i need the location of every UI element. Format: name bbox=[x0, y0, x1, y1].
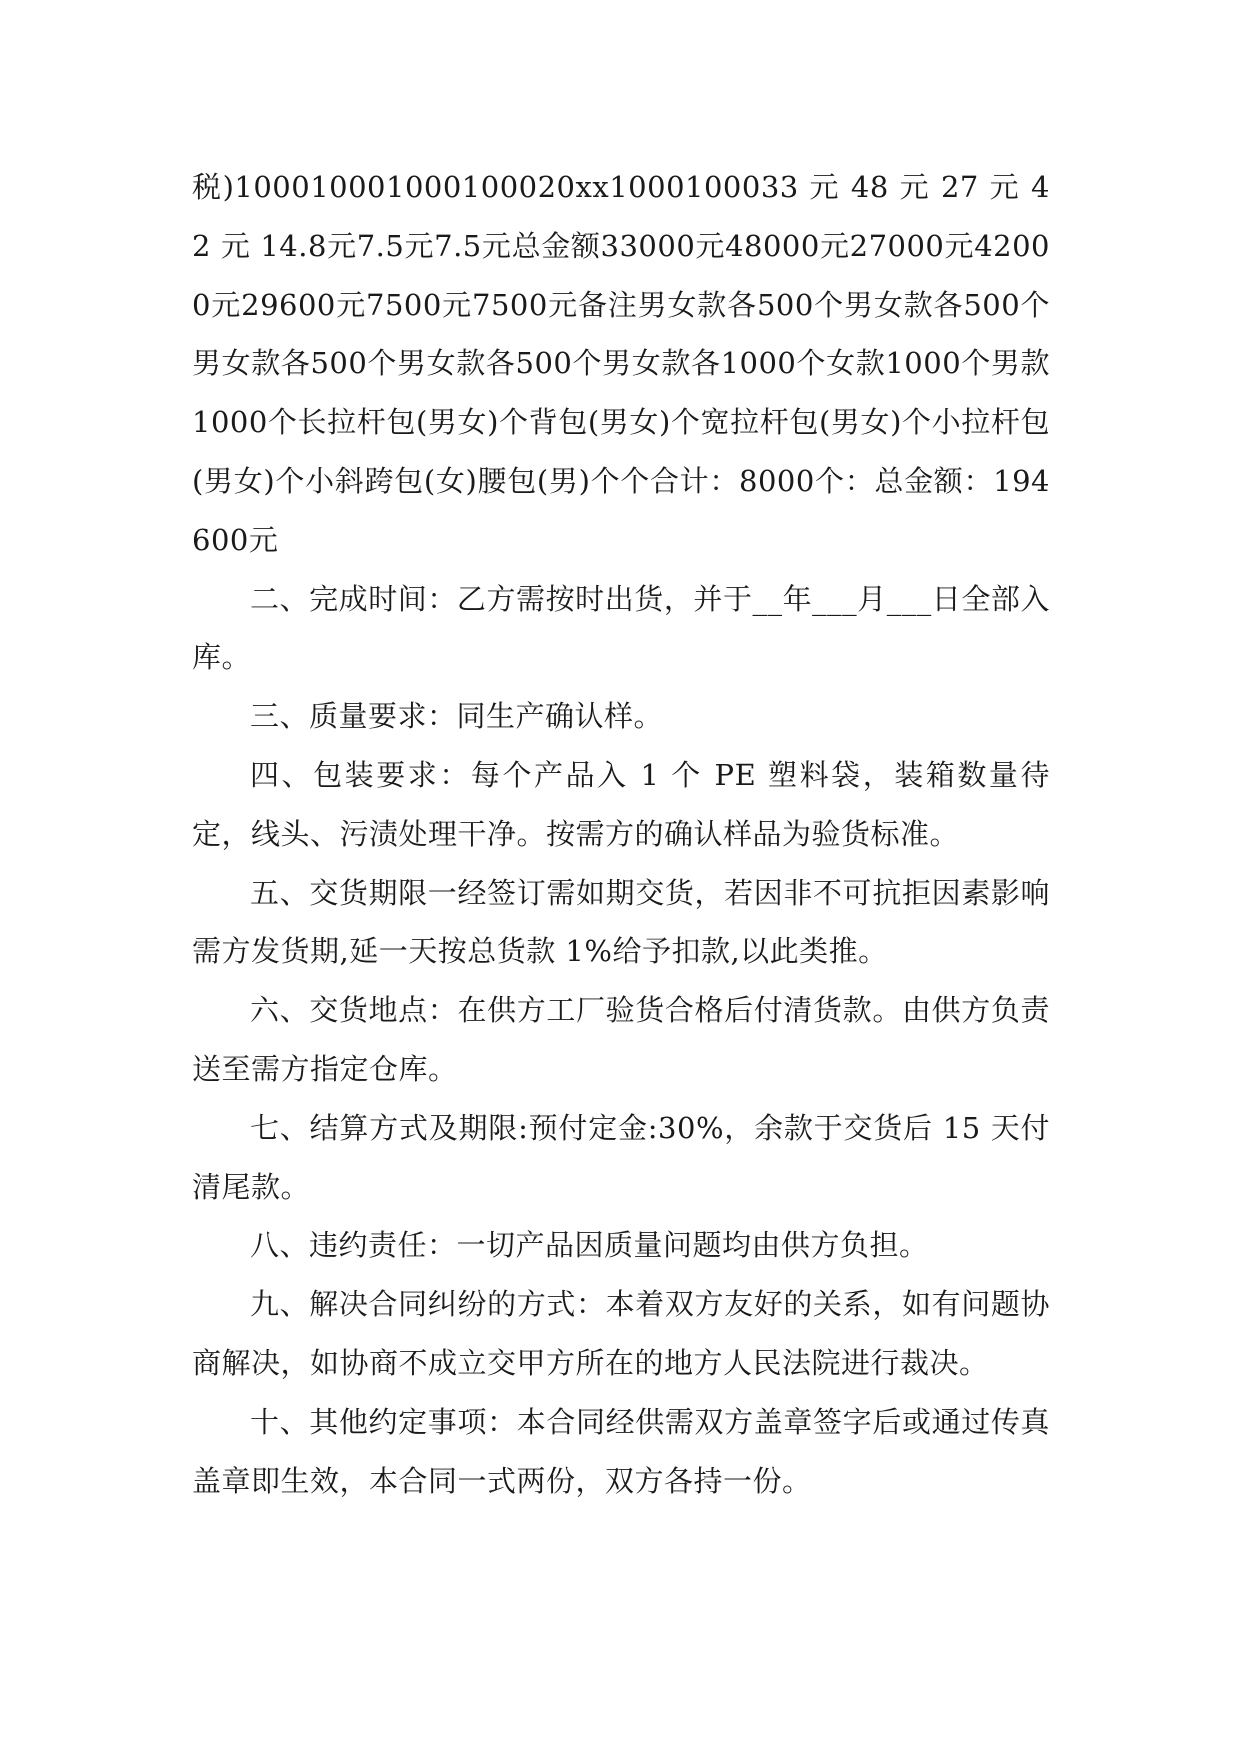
paragraph-other-terms: 十、其他约定事项：本合同经供需双方盖章签字后或通过传真盖章即生效，本合同一式两份，双方各持一份。 bbox=[192, 1404, 1050, 1498]
paragraph-delivery-deadline: 五、交货期限一经签订需如期交货，若因非不可抗拒因素影响需方发货期,延一天按总货款 1%给予扣款,以此类推。 bbox=[192, 875, 1050, 969]
paragraph-quality-requirements: 三、质量要求：同生产确认样。 bbox=[250, 699, 664, 734]
paragraph-delivery-location: 六、交货地点：在供方工厂验货合格后付清货款。由供方负责送至需方指定仓库。 bbox=[192, 993, 1050, 1086]
paragraph-packaging-requirements: 四、包装要求：每个产品入 1 个 PE 塑料袋，装箱数量待定，线头、污渍处理干净。按需方的确认样品为验货标准。 bbox=[192, 757, 1050, 851]
paragraph-completion-time: 二、完成时间：乙方需按时出货，并于__年___月___日全部入库。 bbox=[192, 581, 1050, 675]
document-body bbox=[192, 158, 1050, 1510]
paragraph-item-list-and-totals: 税)10001000100010002​0xx1000100033 元 48 元 27 元 42 元 14.8元7.5元7.5元总金额33000元48000元27000元42000元29600元7500元7500元备注男女款各500个男女款各500个男女款各500个男女款各500个男女款各1000个女款1000个男款1000个长拉杆包(男女)个背包(男女)个宽拉杆包(男女)个小拉杆包(男女)个小斜跨包(女)腰包(男)个个合计：8000个：总金额：194600元 bbox=[192, 170, 1050, 557]
paragraph-dispute-resolution: 九、解决合同纠纷的方式：本着双方友好的关系，如有问题协商解决，如协商不成立交甲方所在的地方人民法院进行裁决。 bbox=[192, 1287, 1050, 1380]
paragraph-settlement-terms: 七、结算方式及期限:预付定金:30%，余款于交货后 15 天付清尾款。 bbox=[192, 1110, 1050, 1204]
paragraph-breach-liability: 八、违约责任：一切产品因质量问题均由供方负担。 bbox=[250, 1228, 929, 1263]
